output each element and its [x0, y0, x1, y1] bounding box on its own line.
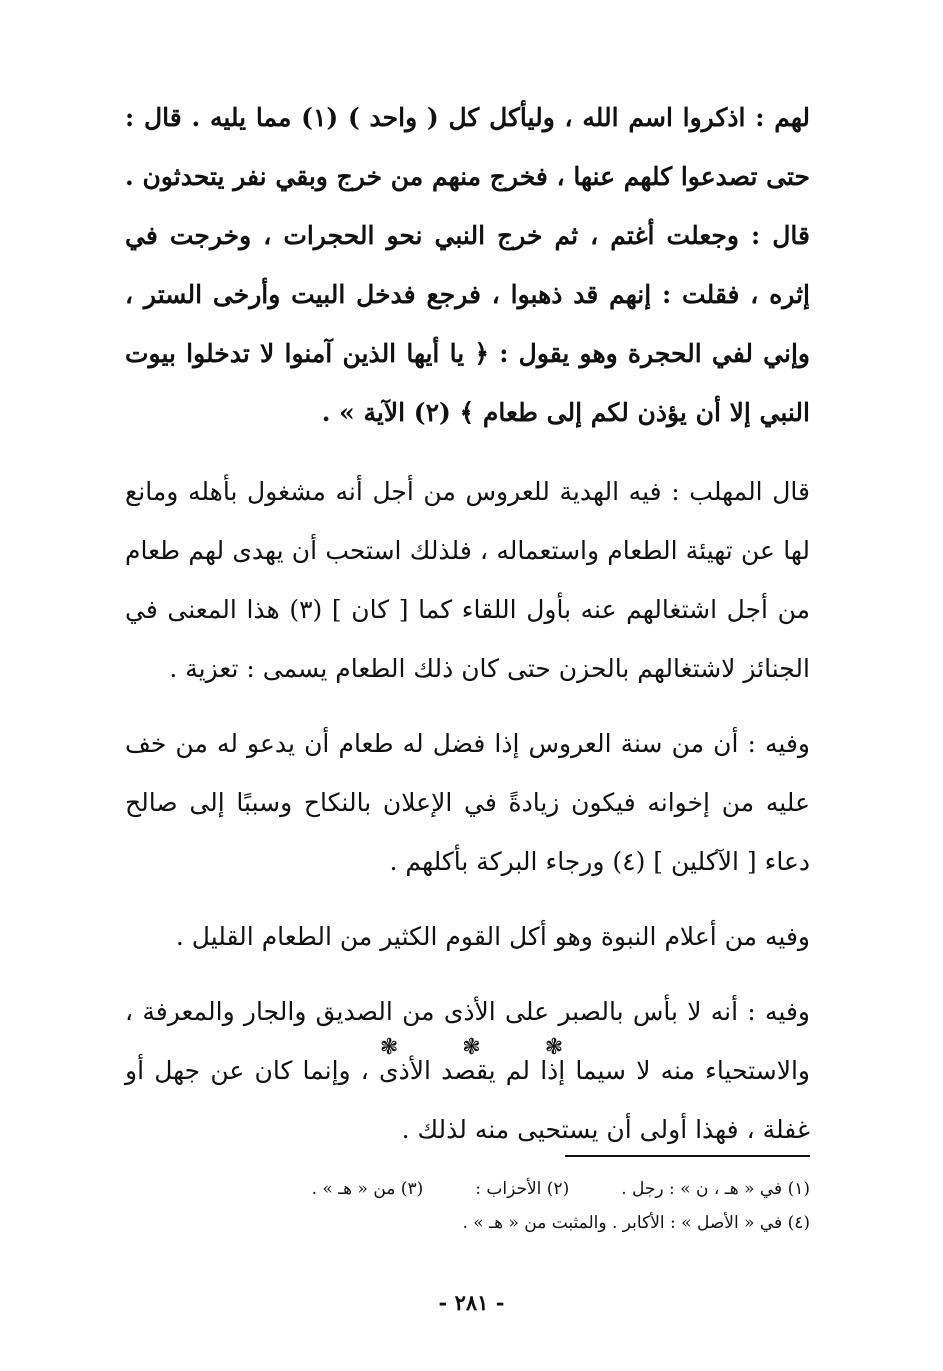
footnote-rule: [565, 1155, 810, 1157]
flower-ornament-icon: ❃: [379, 1035, 399, 1060]
flower-ornament-icon: ❃: [544, 1035, 564, 1060]
paragraph-sabr: وفيه : أنه لا بأس بالصبر على الأذى من الصديق والجار والمعرفة ، والاستحياء منه لا سيما إذا لم يقصد الأذى ، وإنما كان عن جهل أو غفلة ، فهذا أولى أن يستحيى منه لذلك .: [125, 997, 810, 1144]
paragraph-hadith: لهم : اذكروا اسم الله ، وليأكل كل ( واحد ) (١) مما يليه . قال : حتى تصدعوا كلهم عنها ، فخرج منهم من خرج وبقي نفر يتحدثون . قال : وجعلت أغتم ، ثم خرج النبي نحو الحجرات ، وخرجت في إثره ، فقلت : إنهم قد ذهبوا ، فرجع فدخل البيت وأرخى الستر ، وإني لفي الحجرة وهو يقول : ﴿ يا أيها الذين آمنوا لا تدخلوا بيوت النبي إلا أن يؤذن لكم إلى طعام ﴾ (٢) الآية » .: [125, 103, 810, 427]
main-text: [125, 88, 810, 1159]
flower-ornament-icon: ❃: [462, 1035, 481, 1060]
paragraph-nubuwwah: وفيه من أعلام النبوة وهو أكل القوم الكثير من الطعام القليل .: [175, 922, 810, 951]
footnote-3: (٣) من « هـ » .: [311, 1179, 424, 1199]
footnote-row: [130, 1206, 810, 1240]
footnote-row: [130, 1172, 810, 1206]
section-divider: [0, 1035, 943, 1060]
paragraph-sunnah: وفيه : أن من سنة العروس إذا فضل له طعام أن يدعو له من خف عليه من إخوانه فيكون زيادةً في الإعلان بالنكاح وسببًا إلى صالح دعاء [ الآكلين ] (٤) ورجاء البركة بأكلهم .: [125, 729, 810, 876]
footnote-1: (١) في « هـ ، ن » : رجل .: [621, 1179, 810, 1199]
footnotes: [130, 1172, 810, 1240]
footnote-2: (٢) الأحزاب :: [475, 1179, 570, 1199]
paragraph-muhallab: قال المهلب : فيه الهدية للعروس من أجل أنه مشغول بأهله ومانع لها عن تهيئة الطعام واستعماله ، فلذلك استحب أن يهدى لهم طعام من أجل اشتغالهم عنه بأول اللقاء كما [ كان ] (٣) هذا المعنى في الجنائز لاشتغالهم بالحزن حتى كان ذلك الطعام يسمى : تعزية .: [125, 477, 811, 683]
footnote-4: (٤) في « الأصل » : الأكابر . والمثبت من « هـ » .: [462, 1213, 810, 1233]
page-number: - ٢٨١ -: [438, 1290, 505, 1315]
